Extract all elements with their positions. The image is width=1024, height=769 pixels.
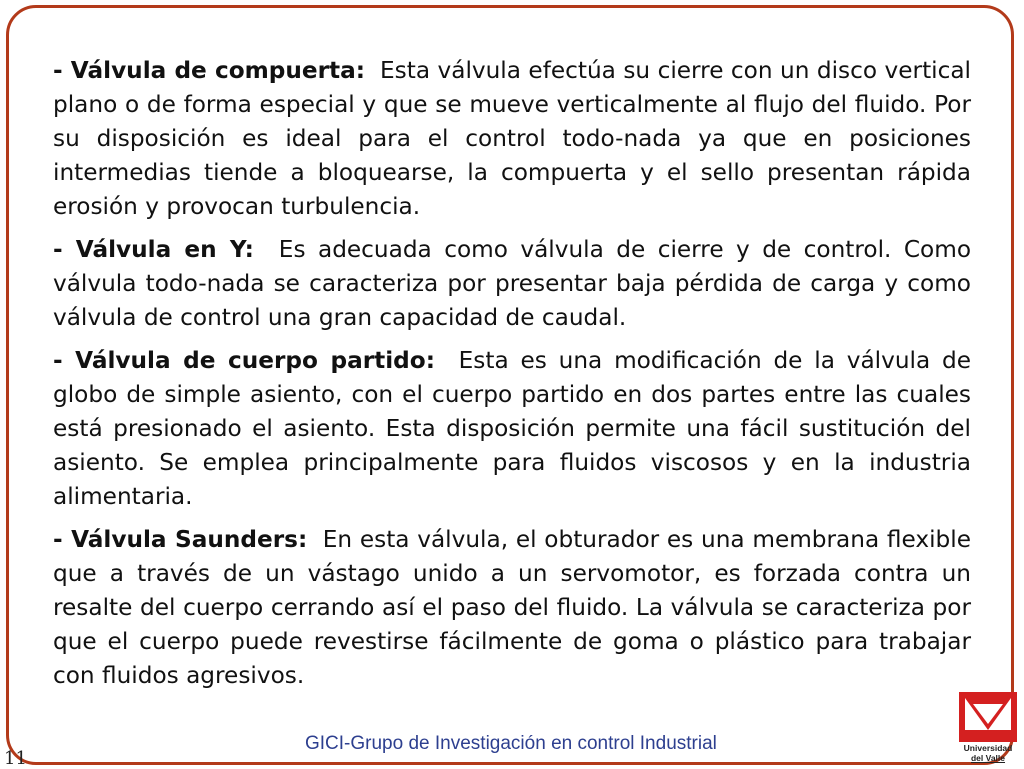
paragraph-text: Esta es una modificación de la válvula de globo de simple asiento, con el cuerpo partido en dos partes entre las cuales está presionado el asiento. Esta disposición permite una fácil sustitución del asiento. Se emplea principalmente para fluidos viscosos y en la industria alimentaria. [53, 347, 971, 510]
footer-text: GICI-Grupo de Investigación en control Industrial [305, 733, 717, 754]
logo-caption [955, 743, 1021, 763]
logo-line-2: del Valle [970, 753, 1006, 763]
paragraph-text: Es adecuada como válvula de cierre y de control. Como válvula todo-nada se caracteriza por presentar baja pérdida de carga y como válvula de control una gran capacidad de caudal. [53, 236, 972, 331]
page-number: 11 [4, 748, 27, 769]
slide-content [53, 54, 971, 702]
paragraph-heading: - Válvula de compuerta: [53, 57, 366, 84]
paragraph-heading: - Válvula en Y: [53, 236, 254, 263]
paragraph-heading: - Válvula de cuerpo partido: [53, 347, 435, 374]
paragraph-heading: - Válvula Saunders: [53, 526, 308, 553]
logo-line-1: Universidad [963, 743, 1013, 753]
paragraph-text: En esta válvula, el obturador es una membrana flexible que a través de un vástago unido a un servomotor, es forzada contra un resalte del cuerpo cerrando así el paso del fluido. La válvula se caracteriza por que el cuerpo puede revestirse fácilmente de goma o plástico para trabajar con fluidos agresivos. [53, 526, 971, 689]
paragraph-valvula-cuerpo-partido [53, 344, 971, 514]
paragraph-valvula-compuerta [53, 54, 971, 224]
paragraph-text: Esta válvula efectúa su cierre con un disco vertical plano o de forma especial y que se mueve verticalmente al flujo del fluido. Por su disposición es ideal para el control todo-nada ya que en posiciones intermedias tiende a bloquearse, la compuerta y el sello presentan rápida erosión y provocan turbulencia. [53, 57, 971, 220]
paragraph-valvula-saunders [53, 523, 971, 693]
paragraph-valvula-y [53, 233, 971, 335]
